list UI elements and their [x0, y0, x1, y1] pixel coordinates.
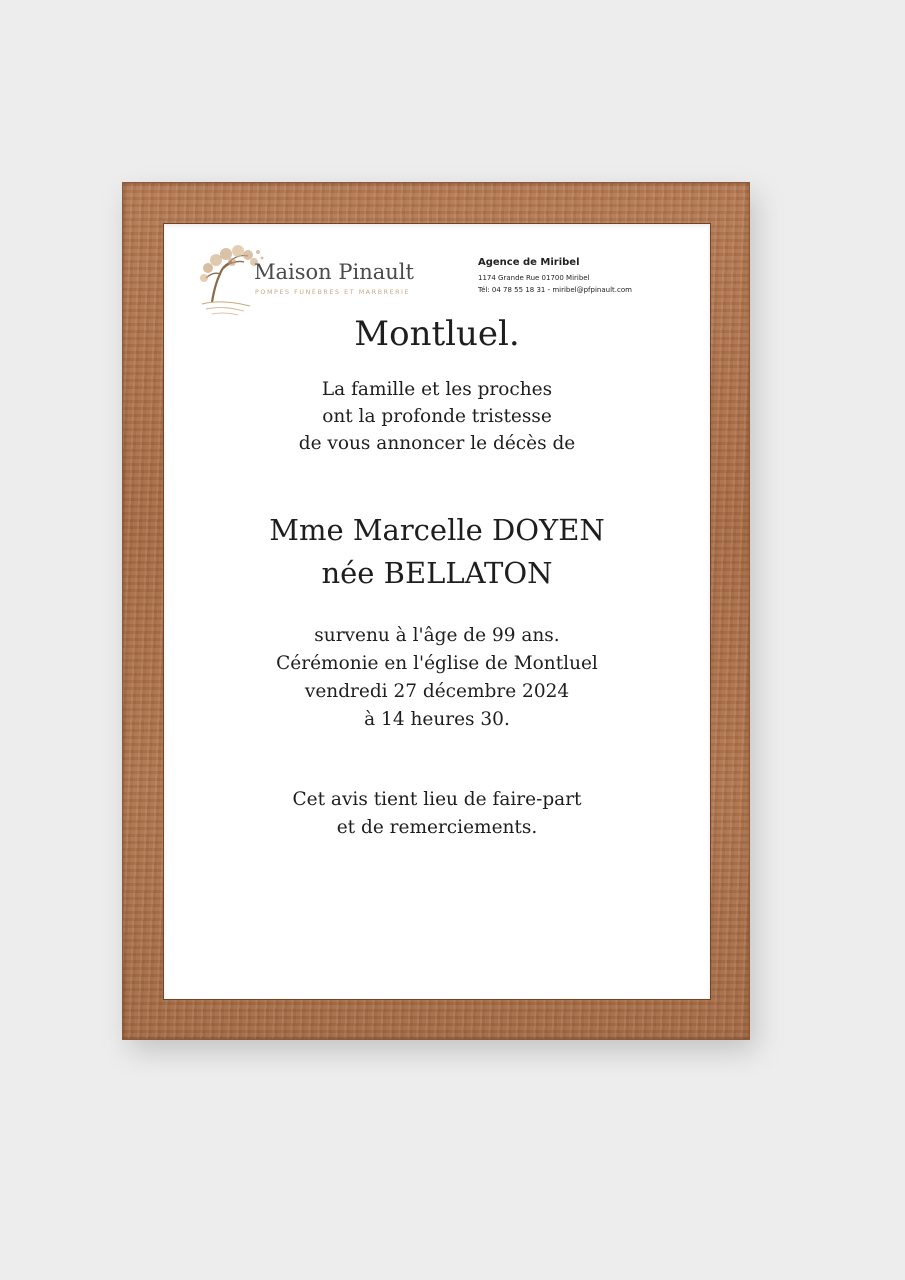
- notice-town: Montluel.: [354, 314, 520, 354]
- closing-line: et de remerciements.: [336, 817, 538, 838]
- agency-name: Agence de Miribel: [478, 257, 580, 268]
- wooden-frame: [122, 182, 750, 1040]
- details-line: à 14 heures 30.: [364, 709, 510, 730]
- notice-closing: [164, 786, 710, 842]
- logo-tagline: POMPES FUNÈBRES ET MARBRERIE: [255, 289, 411, 296]
- agency-info: [478, 257, 632, 294]
- notice-intro: [164, 376, 710, 457]
- details-line: survenu à l'âge de 99 ans.: [314, 625, 560, 646]
- closing-line: Cet avis tient lieu de faire-part: [292, 789, 582, 810]
- deceased-name: [164, 509, 710, 595]
- company-logo: [198, 242, 443, 317]
- deceased-maiden-name: née BELLATON: [321, 556, 553, 590]
- deceased-married-name: Mme Marcelle DOYEN: [269, 513, 605, 547]
- intro-line: ont la profonde tristesse: [322, 406, 552, 427]
- intro-line: de vous annoncer le décès de: [298, 433, 576, 454]
- ceremony-details: [164, 622, 710, 734]
- logo-wordmark: Maison Pinault: [254, 260, 414, 284]
- details-line: Cérémonie en l'église de Montluel: [276, 653, 598, 674]
- notice-paper: [164, 224, 710, 999]
- agency-address: 1174 Grande Rue 01700 Miribel: [478, 274, 590, 282]
- intro-line: La famille et les proches: [321, 379, 553, 400]
- details-line: vendredi 27 décembre 2024: [304, 681, 570, 702]
- agency-contact: Tél: 04 78 55 18 31 - miribel@pfpinault.com: [478, 286, 632, 294]
